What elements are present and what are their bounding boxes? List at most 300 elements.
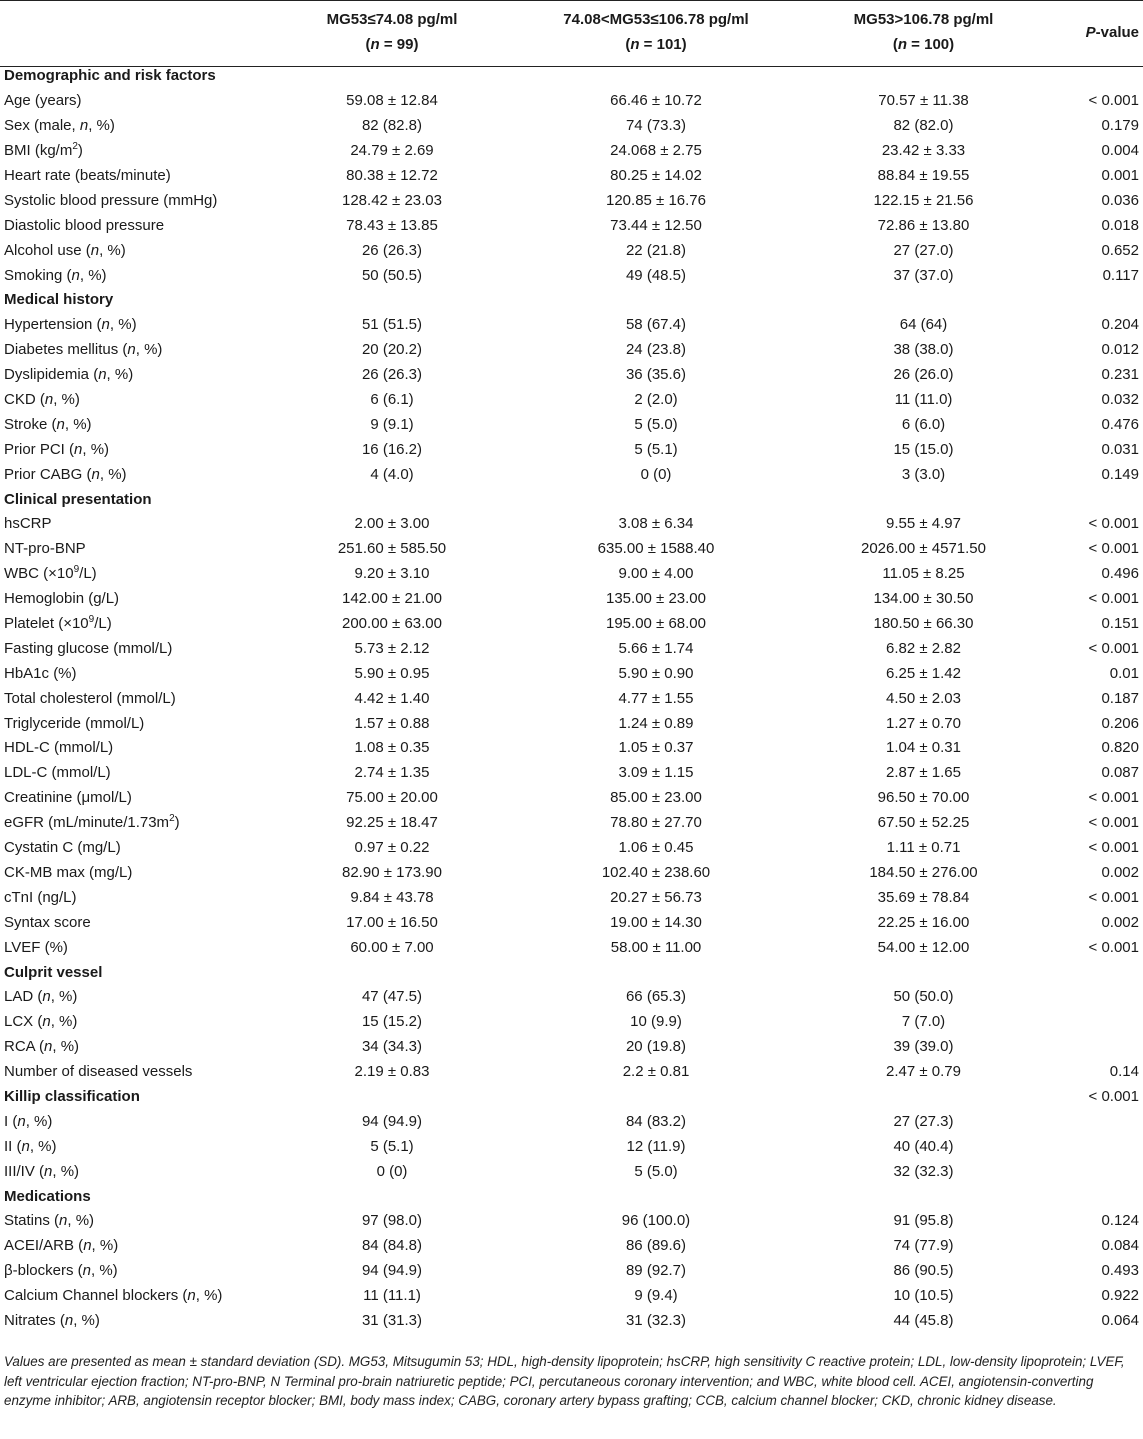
row-label: Creatinine (μmol/L) xyxy=(4,789,132,807)
value-group-mid: 635.00 ± 1588.40 xyxy=(597,540,715,558)
value-group-mid xyxy=(502,1085,810,1110)
value-group-high: 9.55 ± 4.97 xyxy=(886,515,961,533)
value-group-mid: 86 (89.6) xyxy=(625,1237,687,1255)
table-row xyxy=(0,1259,1143,1284)
value-group-high: 26 (26.0) xyxy=(893,366,954,384)
row-label: Heart rate (beats/minute) xyxy=(4,167,171,184)
value-group-high: 50 (50.0) xyxy=(893,988,954,1006)
value-group-high: 27 (27.3) xyxy=(893,1112,954,1130)
table-row xyxy=(0,1309,1143,1334)
table-row xyxy=(0,213,1143,238)
value-group-high: 91 (95.8) xyxy=(893,1212,954,1230)
value-group-mid: 1.24 ± 0.89 xyxy=(618,714,694,732)
value-group-low: 24.79 ± 2.69 xyxy=(350,142,434,160)
value-group-low: 9 (9.1) xyxy=(370,415,414,433)
p-value xyxy=(1037,487,1143,512)
value-group-mid: 58 (67.4) xyxy=(625,316,687,334)
p-value: < 0.001 xyxy=(1088,92,1139,110)
p-value: 0.476 xyxy=(1101,415,1139,433)
value-group-mid: 96 (100.0) xyxy=(621,1212,691,1230)
p-value: 0.031 xyxy=(1101,440,1139,458)
row-label: Prior PCI (n, %) xyxy=(4,440,110,458)
value-group-high: 6 (6.0) xyxy=(901,415,946,433)
table-row xyxy=(0,338,1143,363)
row-label: Statins (n, %) xyxy=(4,1212,95,1230)
value-group-low xyxy=(282,1184,502,1209)
value-group-high: 35.69 ± 78.84 xyxy=(877,888,970,906)
value-group-mid: 1.06 ± 0.45 xyxy=(618,839,694,857)
p-value: 0.064 xyxy=(1101,1311,1139,1329)
value-group-low: 82.90 ± 173.90 xyxy=(342,863,442,881)
row-label: Platelet $(\times 10^9/L)$ xyxy=(4,614,112,633)
value-group-high xyxy=(810,1085,1037,1110)
p-value: 0.820 xyxy=(1101,739,1139,757)
p-value: 0.14 xyxy=(1109,1063,1139,1081)
value-group-high: 6.82 ± 2.82 xyxy=(886,639,961,657)
p-value xyxy=(1037,64,1143,89)
value-group-low: 128.42 ± 23.03 xyxy=(342,191,442,209)
value-group-mid: 102.40 ± 238.60 xyxy=(601,863,711,881)
section-title: Medical history xyxy=(4,291,114,309)
table-row xyxy=(0,512,1143,537)
value-group-mid: 78.80 ± 27.70 xyxy=(610,814,702,832)
value-group-low: 15 (15.2) xyxy=(361,1013,423,1031)
value-group-low xyxy=(282,1085,502,1110)
value-group-high: 11.05 ± 8.25 xyxy=(882,565,965,583)
value-group-mid: 24 (23.8) xyxy=(625,341,687,359)
value-group-low: 5.73 ± 2.12 xyxy=(354,639,430,657)
p-value: 0.206 xyxy=(1101,714,1139,732)
value-group-high: 23.42 ± 3.33 xyxy=(881,142,966,160)
value-group-low: 34 (34.3) xyxy=(361,1038,423,1056)
p-value: < 0.001 xyxy=(1088,888,1139,906)
value-group-low: 16 (16.2) xyxy=(361,440,423,458)
row-label: NT-pro-BNP xyxy=(4,540,86,558)
value-group-high: 2026.00 ± 4571.50 xyxy=(860,540,986,558)
value-group-mid: 1.05 ± 0.37 xyxy=(618,739,694,757)
value-group-mid: 49 (48.5) xyxy=(625,266,687,284)
value-group-mid: 20 (19.8) xyxy=(625,1038,687,1056)
row-label: Cystatin C (mg/L) xyxy=(4,839,121,857)
value-group-mid: 9 (9.4) xyxy=(634,1287,678,1305)
value-group-low: 80.38 ± 12.72 xyxy=(346,167,438,184)
value-group-high: 15 (15.0) xyxy=(893,440,954,458)
table-body xyxy=(0,64,1143,1333)
table-row xyxy=(0,811,1143,836)
p-value xyxy=(1037,288,1143,313)
p-value: 0.032 xyxy=(1101,391,1139,409)
value-group-low: 59.08 ± 12.84 xyxy=(346,92,438,110)
row-label: LVEF (%) xyxy=(4,938,68,956)
value-group-high: 6.25 ± 1.42 xyxy=(886,664,961,682)
value-group-mid: 0 (0) xyxy=(640,465,672,483)
row-label: Hypertension (n, %) xyxy=(4,316,137,334)
p-value: < 0.001 xyxy=(1088,1087,1139,1105)
row-label: Diabetes mellitus (n, %) xyxy=(4,341,163,359)
value-group-high: 7 (7.0) xyxy=(901,1013,946,1031)
p-value: 0.002 xyxy=(1101,913,1139,931)
p-value: 0.087 xyxy=(1101,764,1139,782)
value-group-mid: 20.27 ± 56.73 xyxy=(610,888,702,906)
table-row xyxy=(0,139,1143,164)
table-row xyxy=(0,1159,1143,1184)
header-p-value: P-value xyxy=(1085,23,1139,41)
value-group-mid: 5 (5.0) xyxy=(634,415,678,433)
row-label: Triglyceride (mmol/L) xyxy=(4,714,145,732)
row-label: Calcium Channel blockers (n, %) xyxy=(4,1287,223,1305)
value-group-mid: 2 (2.0) xyxy=(634,391,678,409)
value-group-mid xyxy=(502,288,810,313)
value-group-mid: 31 (32.3) xyxy=(625,1311,687,1329)
value-group-mid: 5 (5.0) xyxy=(634,1162,678,1180)
section-title: Killip classification xyxy=(4,1087,140,1105)
value-group-high: 22.25 ± 16.00 xyxy=(877,913,970,931)
value-group-high: 64 (64) xyxy=(899,316,948,334)
value-group-low: 20 (20.2) xyxy=(361,341,423,359)
value-group-low xyxy=(282,288,502,313)
value-group-high: 39 (39.0) xyxy=(893,1038,954,1056)
section-title: Culprit vessel xyxy=(4,963,103,981)
value-group-mid: 195.00 ± 68.00 xyxy=(606,615,706,633)
value-group-mid xyxy=(502,487,810,512)
row-label: Syntax score xyxy=(4,913,91,931)
value-group-low: 92.25 ± 18.47 xyxy=(346,814,438,832)
row-label: Smoking (n, %) xyxy=(4,266,107,284)
row-label: Hemoglobin (g/L) xyxy=(4,590,120,608)
value-group-low: 5.90 ± 0.95 xyxy=(354,664,430,682)
p-value: 0.004 xyxy=(1101,142,1139,160)
table-row xyxy=(0,910,1143,935)
value-group-high: 2.87 ± 1.65 xyxy=(886,764,961,782)
value-group-low: 5 (5.1) xyxy=(370,1137,414,1155)
row-label: ACEI/ARB (n, %) xyxy=(4,1237,119,1255)
row-label: β-blockers (n, %) xyxy=(4,1262,118,1280)
value-group-low: 1.57 ± 0.88 xyxy=(354,714,430,732)
table-row xyxy=(0,636,1143,661)
row-label: LDL-C (mmol/L) xyxy=(4,764,111,782)
table-row xyxy=(0,612,1143,637)
value-group-high: 11 (11.0) xyxy=(894,391,953,409)
p-value: 0.151 xyxy=(1101,615,1139,633)
header-label-column xyxy=(0,0,282,64)
value-group-mid: 74 (73.3) xyxy=(625,117,687,135)
row-label: HDL-C (mmol/L) xyxy=(4,739,114,757)
row-label: III/IV (n, %) xyxy=(4,1162,80,1180)
value-group-mid: 9.00 ± 4.00 xyxy=(618,565,694,583)
header-group-low-name: MG53≤74.08 pg/ml xyxy=(326,11,458,28)
value-group-mid: 19.00 ± 14.30 xyxy=(610,913,702,931)
p-value: 0.001 xyxy=(1101,167,1139,184)
value-group-high: 67.50 ± 52.25 xyxy=(877,814,970,832)
value-group-high: 96.50 ± 70.00 xyxy=(877,789,970,807)
table-row xyxy=(0,164,1143,189)
row-label: LAD (n, %) xyxy=(4,988,78,1006)
row-label: CKD (n, %) xyxy=(4,391,80,409)
value-group-mid: 12 (11.9) xyxy=(626,1137,686,1155)
p-value: < 0.001 xyxy=(1088,814,1139,832)
p-value: < 0.001 xyxy=(1088,590,1139,608)
value-group-low: 84 (84.8) xyxy=(361,1237,423,1255)
value-group-low: 251.60 ± 585.50 xyxy=(337,540,447,558)
table-row xyxy=(0,1010,1143,1035)
table-row xyxy=(0,313,1143,338)
value-group-low: 4.42 ± 1.40 xyxy=(354,689,430,707)
value-group-high xyxy=(810,288,1037,313)
value-group-mid: 3.09 ± 1.15 xyxy=(618,764,694,782)
row-label: BMI $(kg/m^2)$ xyxy=(4,141,83,160)
header-group-low-n: (n = 99) xyxy=(365,36,419,53)
value-group-low: 4 (4.0) xyxy=(370,465,414,483)
p-value: 0.496 xyxy=(1101,565,1139,583)
value-group-high: 122.15 ± 21.56 xyxy=(873,191,974,209)
row-label: Stroke (n, %) xyxy=(4,415,92,433)
table-row xyxy=(0,761,1143,786)
p-value: 0.036 xyxy=(1101,191,1139,209)
p-value: 0.187 xyxy=(1101,689,1139,707)
value-group-low: 94 (94.9) xyxy=(361,1112,423,1130)
value-group-high xyxy=(810,64,1037,89)
table-row xyxy=(0,1109,1143,1134)
value-group-mid: 66 (65.3) xyxy=(625,988,687,1006)
value-group-high: 54.00 ± 12.00 xyxy=(877,938,970,956)
p-value: < 0.001 xyxy=(1088,789,1139,807)
section-title: Clinical presentation xyxy=(4,490,152,508)
row-label: I (n, %) xyxy=(4,1112,53,1130)
row-label: Age (years) xyxy=(4,92,82,110)
value-group-high: 134.00 ± 30.50 xyxy=(873,590,974,608)
row-label: Nitrates (n, %) xyxy=(4,1311,100,1329)
value-group-mid: 36 (35.6) xyxy=(625,366,687,384)
value-group-high xyxy=(810,1184,1037,1209)
table-row xyxy=(0,1209,1143,1234)
p-value: 0.117 xyxy=(1102,266,1139,284)
value-group-mid: 135.00 ± 23.00 xyxy=(606,590,706,608)
row-label: eGFR $(mL/minute/1.73m^2)$ xyxy=(4,813,180,832)
p-value xyxy=(1037,1010,1143,1035)
row-label: RCA (n, %) xyxy=(4,1038,80,1056)
table-row xyxy=(0,114,1143,139)
table-row xyxy=(0,562,1143,587)
table-row xyxy=(0,686,1143,711)
value-group-low: 60.00 ± 7.00 xyxy=(350,938,434,956)
p-value: 0.922 xyxy=(1101,1287,1139,1305)
value-group-high: 4.50 ± 2.03 xyxy=(886,689,961,707)
p-value: < 0.001 xyxy=(1088,540,1139,558)
value-group-high: 72.86 ± 13.80 xyxy=(877,216,970,234)
p-value: < 0.001 xyxy=(1088,515,1139,533)
section-header-row xyxy=(0,288,1143,313)
value-group-low: 0.97 ± 0.22 xyxy=(354,839,430,857)
row-label: Alcohol use (n, %) xyxy=(4,241,126,259)
table-row xyxy=(0,1234,1143,1259)
value-group-low: 2.00 ± 3.00 xyxy=(354,515,430,533)
table-row xyxy=(0,985,1143,1010)
value-group-high: 70.57 ± 11.38 xyxy=(878,92,969,110)
row-label: Fasting glucose (mmol/L) xyxy=(4,639,173,657)
table-row xyxy=(0,885,1143,910)
p-value: 0.012 xyxy=(1101,341,1139,359)
p-value xyxy=(1037,1184,1143,1209)
value-group-mid: 10 (9.9) xyxy=(630,1013,682,1031)
value-group-mid: 66.46 ± 10.72 xyxy=(610,92,702,110)
p-value xyxy=(1037,1134,1143,1159)
value-group-mid: 89 (92.7) xyxy=(625,1262,687,1280)
value-group-high: 37 (37.0) xyxy=(893,266,954,284)
table-row xyxy=(0,836,1143,861)
value-group-high: 44 (45.8) xyxy=(893,1311,954,1329)
value-group-mid: 120.85 ± 16.76 xyxy=(606,191,706,209)
value-group-mid: 80.25 ± 14.02 xyxy=(610,167,702,184)
value-group-low: 11 (11.1) xyxy=(363,1287,421,1305)
row-label: Prior CABG (n, %) xyxy=(4,465,127,483)
value-group-high: 88.84 ± 19.55 xyxy=(877,167,970,184)
value-group-high: 1.27 ± 0.70 xyxy=(886,714,961,732)
p-value xyxy=(1037,985,1143,1010)
section-header-row xyxy=(0,960,1143,985)
table-row xyxy=(0,388,1143,413)
table-row xyxy=(0,661,1143,686)
row-label: Diastolic blood pressure xyxy=(4,216,165,234)
row-label: LCX (n, %) xyxy=(4,1013,78,1031)
value-group-low: 31 (31.3) xyxy=(361,1311,423,1329)
header-group-mid-name: 74.08<MG53≤106.78 pg/ml xyxy=(563,11,749,28)
section-header-row xyxy=(0,64,1143,89)
p-value: 0.204 xyxy=(1101,316,1139,334)
table-footnote: Values are presented as mean ± standard deviation (SD). MG53, Mitsugumin 53; HDL, high-density lipoprotein; hsCRP, high sensitivity C reactive protein; LDL, low-density lipoprotein; LVEF, left ventricular ejection fraction; NT-pro-BNP, N Terminal pro-brain natriuretic peptide; PCI, percutaneous coronary intervention; and WBC, white blood cell. ACEI, angiotensin-converting enzyme inhibitor; ARB, angiotensin receptor blocker; BMI, body mass index; CABG, coronary artery bypass grafting; CCB, calcium channel blocker; CKD, chronic kidney disease. xyxy=(4,1354,1125,1408)
value-group-low: 94 (94.9) xyxy=(361,1262,423,1280)
value-group-mid: 22 (21.8) xyxy=(625,241,687,259)
value-group-high: 74 (77.9) xyxy=(893,1237,954,1255)
p-value: 0.01 xyxy=(1109,664,1139,682)
value-group-mid: 58.00 ± 11.00 xyxy=(610,938,702,956)
value-group-high: 1.04 ± 0.31 xyxy=(886,739,961,757)
header-row xyxy=(0,0,1143,64)
value-group-low: 2.19 ± 0.83 xyxy=(354,1063,430,1081)
row-label: Sex (male, n, %) xyxy=(4,117,115,135)
table-row xyxy=(0,711,1143,736)
table-row xyxy=(0,587,1143,612)
value-group-high xyxy=(810,960,1037,985)
table-row xyxy=(0,537,1143,562)
row-label: hsCRP xyxy=(4,515,52,533)
value-group-mid: 5 (5.1) xyxy=(634,440,678,458)
value-group-low: 17.00 ± 16.50 xyxy=(346,913,438,931)
table-row xyxy=(0,263,1143,288)
value-group-low: 97 (98.0) xyxy=(361,1212,423,1230)
row-label: Systolic blood pressure (mmHg) xyxy=(4,191,218,209)
p-value: 0.179 xyxy=(1101,117,1139,135)
table-row xyxy=(0,1060,1143,1085)
header-group-mid xyxy=(502,0,810,64)
row-label: Total cholesterol (mmol/L) xyxy=(4,689,176,707)
value-group-mid: 3.08 ± 6.34 xyxy=(618,515,694,533)
row-label: Number of diseased vessels xyxy=(4,1063,193,1081)
value-group-low: 0 (0) xyxy=(376,1162,408,1180)
p-value: < 0.001 xyxy=(1088,639,1139,657)
value-group-mid: 5.90 ± 0.90 xyxy=(618,664,694,682)
row-label: HbA1c (%) xyxy=(4,664,77,682)
value-group-mid: 4.77 ± 1.55 xyxy=(618,689,694,707)
header-group-high xyxy=(810,0,1037,64)
p-value: 0.018 xyxy=(1101,216,1139,234)
value-group-high xyxy=(810,487,1037,512)
value-group-low: 1.08 ± 0.35 xyxy=(354,739,430,757)
value-group-high: 180.50 ± 66.30 xyxy=(873,615,974,633)
p-value: 0.652 xyxy=(1101,241,1139,259)
value-group-mid: 85.00 ± 23.00 xyxy=(610,789,702,807)
value-group-mid: 24.068 ± 2.75 xyxy=(610,142,702,160)
table-row xyxy=(0,736,1143,761)
value-group-high: 3 (3.0) xyxy=(901,465,946,483)
value-group-high: 184.50 ± 276.00 xyxy=(869,863,978,881)
value-group-low: 142.00 ± 21.00 xyxy=(342,590,442,608)
p-value: 0.231 xyxy=(1101,366,1139,384)
table-row xyxy=(0,363,1143,388)
value-group-high: 86 (90.5) xyxy=(893,1262,954,1280)
value-group-mid: 84 (83.2) xyxy=(625,1112,687,1130)
value-group-low xyxy=(282,487,502,512)
value-group-mid xyxy=(502,960,810,985)
p-value: 0.002 xyxy=(1101,863,1139,881)
section-header-row xyxy=(0,1184,1143,1209)
value-group-low xyxy=(282,960,502,985)
value-group-low xyxy=(282,64,502,89)
table-row xyxy=(0,412,1143,437)
table-row xyxy=(0,238,1143,263)
value-group-low: 200.00 ± 63.00 xyxy=(342,615,442,633)
p-value: < 0.001 xyxy=(1088,938,1139,956)
row-label: CK-MB max (mg/L) xyxy=(4,863,133,881)
value-group-mid xyxy=(502,1184,810,1209)
p-value xyxy=(1037,1035,1143,1060)
section-title: Medications xyxy=(4,1187,91,1205)
p-value: 0.124 xyxy=(1101,1212,1139,1230)
value-group-mid: 2.2 ± 0.81 xyxy=(622,1063,690,1081)
value-group-low: 47 (47.5) xyxy=(361,988,423,1006)
value-group-high: 1.11 ± 0.71 xyxy=(886,839,961,857)
value-group-low: 50 (50.5) xyxy=(361,266,423,284)
row-label: WBC $(\times 10^9/L)$ xyxy=(4,564,97,583)
section-header-row xyxy=(0,487,1143,512)
table-row xyxy=(0,1284,1143,1309)
table-row xyxy=(0,786,1143,811)
value-group-high: 82 (82.0) xyxy=(893,117,954,135)
table-row xyxy=(0,1035,1143,1060)
value-group-low: 9.84 ± 43.78 xyxy=(350,888,434,906)
row-label: cTnI (ng/L) xyxy=(4,888,77,906)
header-group-high-name: MG53>106.78 pg/ml xyxy=(853,11,994,28)
value-group-high: 10 (10.5) xyxy=(893,1287,954,1305)
value-group-mid xyxy=(502,64,810,89)
table-row xyxy=(0,861,1143,886)
header-group-low xyxy=(282,0,502,64)
table-row xyxy=(0,188,1143,213)
row-label: II (n, %) xyxy=(4,1137,57,1155)
value-group-low: 26 (26.3) xyxy=(361,366,423,384)
section-header-row xyxy=(0,1085,1143,1110)
value-group-high: 27 (27.0) xyxy=(893,241,954,259)
value-group-high: 2.47 ± 0.79 xyxy=(886,1063,961,1081)
value-group-high: 32 (32.3) xyxy=(893,1162,954,1180)
table-row xyxy=(0,935,1143,960)
value-group-low: 78.43 ± 13.85 xyxy=(346,216,438,234)
value-group-low: 6 (6.1) xyxy=(370,391,414,409)
p-value xyxy=(1037,1159,1143,1184)
value-group-low: 75.00 ± 20.00 xyxy=(346,789,438,807)
table-row xyxy=(0,437,1143,462)
value-group-low: 82 (82.8) xyxy=(361,117,423,135)
value-group-mid: 73.44 ± 12.50 xyxy=(610,216,702,234)
